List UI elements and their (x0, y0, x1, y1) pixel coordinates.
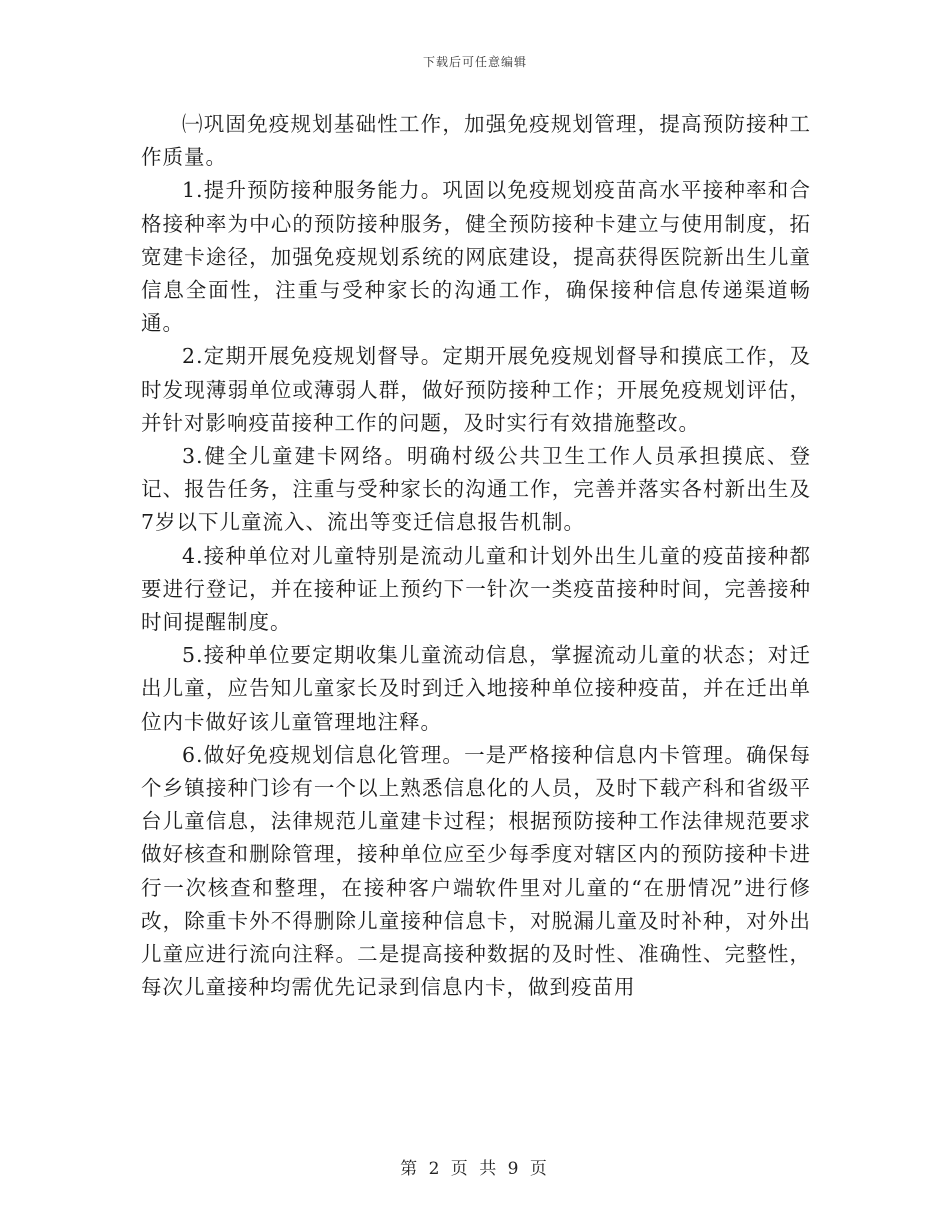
paragraph-item-3: 3.健全儿童建卡网络。明确村级公共卫生工作人员承担摸底、登记、报告任务，注重与受种家长的沟通工作，完善并落实各村新出生及7岁以下儿童流入、流出等变迁信息报告机制。 (141, 444, 811, 535)
document-body (141, 108, 811, 1004)
paragraph-item-1: 1.提升预防接种服务能力。巩固以免疫规划疫苗高水平接种率和合格接种率为中心的预防接种服务，健全预防接种卡建立与使用制度，拓宽建卡途径，加强免疫规划系统的网底建设，提高获得医院新出生儿童信息全面性，注重与受种家长的沟通工作，确保接种信息传递渠道畅通。 (141, 178, 811, 336)
page-header-note: 下载后可任意编辑 (422, 55, 527, 69)
paragraph-section-heading: ㈠巩固免疫规划基础性工作，加强免疫规划管理，提高预防接种工作质量。 (141, 112, 811, 170)
paragraph-item-6: 6.做好免疫规划信息化管理。一是严格接种信息内卡管理。确保每个乡镇接种门诊有一个以上熟悉信息化的人员，及时下载产科和省级平台儿童信息，法律规范儿童建卡过程；根据预防接种工作法律规范要求做好核查和删除管理，接种单位应至少每季度对辖区内的预防接种卡进行一次核查和整理，在接种客户端软件里对儿童的“在册情况”进行修改，除重卡外不得删除儿童接种信息卡，对脱漏儿童及时补种，对外出儿童应进行流向注释。二是提高接种数据的及时性、准确性、完整性，每次儿童接种均需优先记录到信息内卡，做到疫苗用 (141, 742, 811, 1000)
paragraph-item-5: 5.接种单位要定期收集儿童流动信息，掌握流动儿童的状态；对迁出儿童，应告知儿童家长及时到迁入地接种单位接种疫苗，并在迁出单位内卡做好该儿童管理地注释。 (141, 643, 811, 734)
page-number-footer: 第 2 页 共 9 页 (400, 1159, 550, 1179)
paragraph-item-2: 2.定期开展免疫规划督导。定期开展免疫规划督导和摸底工作，及时发现薄弱单位或薄弱人群，做好预防接种工作；开展免疫规划评估，并针对影响疫苗接种工作的问题，及时实行有效措施整改。 (141, 344, 811, 435)
paragraph-item-4: 4.接种单位对儿童特别是流动儿童和计划外出生儿童的疫苗接种都要进行登记，并在接种证上预约下一针次一类疫苗接种时间，完善接种时间提醒制度。 (141, 543, 811, 635)
